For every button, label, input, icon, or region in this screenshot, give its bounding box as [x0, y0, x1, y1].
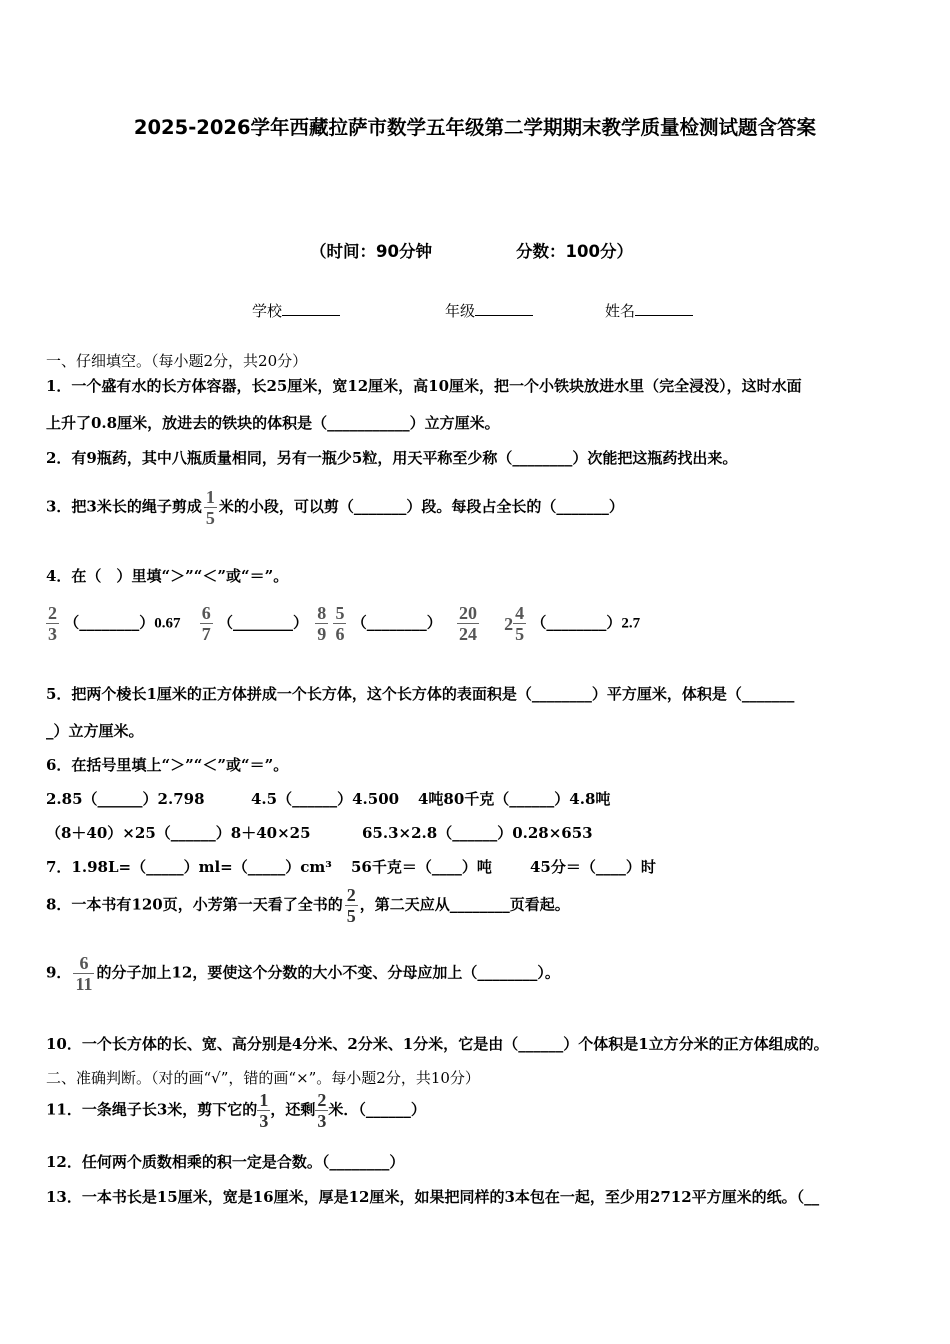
question-5-line-2: _）立方厘米。 [46, 722, 144, 740]
grade-label: 年级 [445, 302, 476, 320]
question-8 [46, 885, 570, 926]
q4-fraction-6-7: $\frac{6}{7}$ [201, 603, 211, 644]
question-7-c: 45分＝（____）时 [530, 858, 656, 876]
q4-mixed-whole: 2 [504, 613, 514, 634]
q6-item-3: 4吨80千克（______）4.8吨 [418, 790, 611, 808]
section-1-heading: 一、仔细填空。（每小题2分，共20分） [46, 352, 308, 370]
q4-fraction-20-24: $\frac{20}{24}$ [458, 603, 477, 644]
exam-time: （时间：90分钟 [310, 242, 432, 261]
q6-item-1: 2.85（______）2.798 [46, 790, 205, 808]
question-5-line-1: 5．把两个棱长1厘米的正方体拼成一个长方体，这个长方体的表面积是（________）平方厘米，体积是（_______ [46, 685, 795, 703]
question-1-line-2: 上升了0.8厘米，放进去的铁块的体积是（___________）立方厘米。 [46, 414, 500, 432]
question-4-items [46, 603, 640, 644]
fraction-one-third: $\frac{1}{3}$ [259, 1090, 269, 1131]
q4-fraction-5-6: $\frac{5}{6}$ [335, 603, 345, 644]
question-11-post: 米．（______） [328, 1100, 426, 1119]
grade-field [445, 300, 533, 321]
q4-blank-1[interactable]: （________） [64, 613, 155, 632]
question-13: 13．一本书长是15厘米，宽是16厘米，厚是12厘米，如果把同样的3本包在一起，至少用2712平方厘米的纸。（__ [46, 1188, 820, 1206]
q4-blank-2[interactable]: （________） [217, 613, 308, 632]
question-7-b: 56千克＝（____）吨 [351, 858, 492, 876]
question-3 [46, 487, 624, 528]
exam-score: 分数：100分） [516, 242, 633, 261]
q4-blank-4[interactable]: （________） [531, 613, 622, 632]
question-9-post: 的分子加上12，要使这个分数的大小不变、分母应加上（________）。 [96, 963, 560, 982]
question-7-a: 7．1.98L=（_____）ml=（_____）cm³ [46, 858, 332, 876]
q6-item-4: （8＋40）×25（______）8＋40×25 [46, 824, 311, 842]
q4-value-0.67: 0.67 [154, 615, 181, 632]
school-label: 学校 [252, 302, 283, 320]
grade-blank[interactable] [475, 301, 533, 316]
question-11-mid: ，还剩 [270, 1100, 316, 1119]
fraction-two-thirds: $\frac{2}{3}$ [317, 1090, 327, 1131]
page-title: 2025-2026学年西藏拉萨市数学五年级第二学期期末教学质量检测试题含答案 [133, 116, 817, 139]
q4-blank-3[interactable]: （________） [351, 613, 442, 632]
question-1-line-1: 1．一个盛有水的长方体容器，长25厘米，宽12厘米，高10厘米，把一个小铁块放进水里（完全浸没），这时水面 [46, 377, 802, 395]
question-6-stem: 6．在括号里填上“＞”“＜”或“＝”。 [46, 756, 289, 774]
q6-item-5: 65.3×2.8（______）0.28×653 [362, 824, 593, 842]
question-8-pre: 8．一本书有120页，小芳第一天看了全书的 [46, 895, 343, 914]
question-11-pre: 11．一条绳子长3米，剪下它的 [46, 1100, 258, 1119]
question-10: 10．一个长方体的长、宽、高分别是4分米、2分米、1分米，它是由（______）个体积是1立方分米的正方体组成的。 [46, 1035, 829, 1053]
question-8-post: ，第二天应从________页看起。 [359, 895, 570, 914]
question-3-pre: 3．把3米长的绳子剪成 [46, 497, 202, 516]
name-field [605, 300, 693, 321]
q4-fraction-4-5: $\frac{4}{5}$ [515, 603, 525, 644]
question-11 [46, 1090, 426, 1131]
question-3-post: 米的小段，可以剪（_______）段。每段占全长的（_______） [218, 497, 624, 516]
fraction-two-fifths: $\frac{2}{5}$ [346, 885, 356, 926]
question-2: 2．有9瓶药，其中八瓶质量相同，另有一瓶少5粒，用天平称至少称（________）次能把这瓶药找出来。 [46, 449, 738, 467]
question-4-stem: 4．在（ ）里填“＞”“＜”或“＝”。 [46, 567, 289, 585]
question-12: 12．任何两个质数相乘的积一定是合数。（________） [46, 1153, 405, 1171]
question-9-pre: 9． [46, 963, 72, 982]
section-2-heading: 二、准确判断。（对的画“√”，错的画“×”。每小题2分，共10分） [46, 1069, 480, 1087]
q6-item-2: 4.5（______）4.500 [251, 790, 400, 808]
q4-value-2.7: 2.7 [621, 615, 641, 632]
q4-fraction-2-3: $\frac{2}{3}$ [48, 603, 57, 644]
question-9 [46, 953, 560, 994]
name-label: 姓名 [605, 302, 636, 320]
fraction-one-fifth: $\frac{1}{5}$ [205, 487, 215, 528]
q4-fraction-8-9: $\frac{8}{9}$ [317, 603, 327, 644]
school-field [252, 300, 340, 321]
school-blank[interactable] [282, 301, 340, 316]
name-blank[interactable] [635, 301, 693, 316]
fraction-six-elevenths: $\frac{6}{11}$ [75, 953, 93, 994]
